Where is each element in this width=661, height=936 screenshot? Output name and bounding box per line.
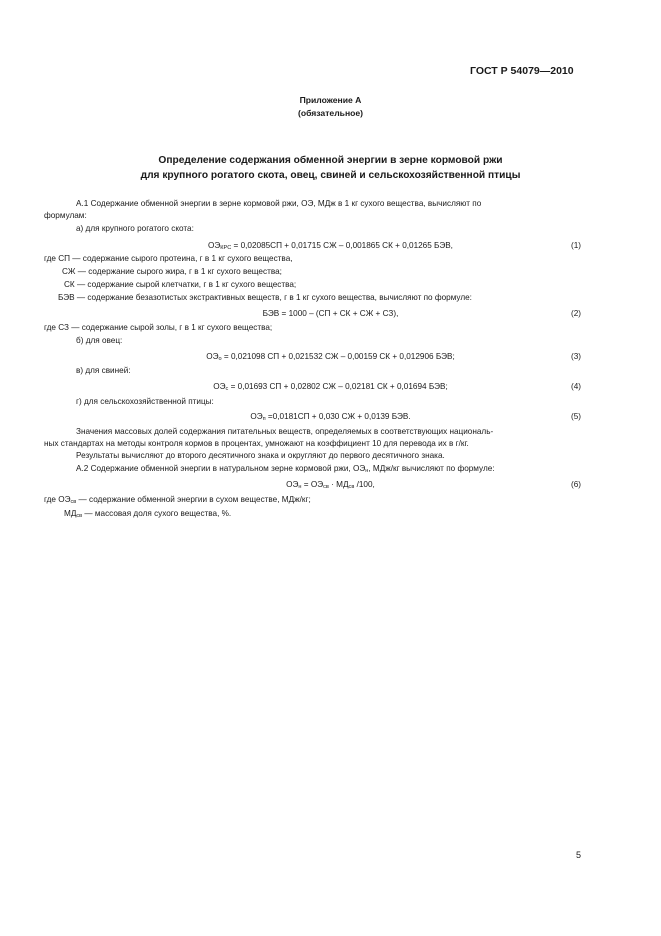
a1-intro-line1: А.1 Содержание обменной энергии в зерне кормовой ржи, ОЭ, МДж в 1 кг сухого вещества, вычисляют по — [76, 199, 482, 208]
a2-intro: А.2 Содержание обменной энергии в натуральном зерне кормовой ржи, $ОЭ_н$, МДж/кг вычисляют по формуле: — [76, 464, 495, 474]
formula-4-number: (4) — [570, 382, 581, 391]
note-mass-fractions-line1: Значения массовых долей содержания питательных веществ, определяемых в соответствующих националь- — [76, 427, 494, 436]
standard-number: ГОСТ Р 54079—2010 — [470, 65, 574, 77]
formula-5: $ОЭ_п =0,0181СП + 0,030$ СЖ + 0,0139 БЭВ. — [250, 412, 411, 422]
def-ash: где СЗ — содержание сырой золы, г в 1 кг сухого вещества; — [44, 323, 273, 332]
formula-6: $ОЭ_н = ОЭ_{св} \cdot МД_{св}$ /100, — [286, 480, 375, 490]
formula-6-number: (6) — [570, 480, 581, 489]
item-cattle: а) для крупного рогатого скота: — [76, 224, 194, 233]
a1-intro-line2: формулам: — [44, 211, 87, 220]
def-energy-dry-matter: где $ОЭ_{св}$ — содержание обменной энергии в сухом веществе, МДж/кг; — [44, 495, 311, 505]
item-sheep: б) для овец: — [76, 336, 123, 345]
page-number: 5 — [576, 850, 582, 860]
formula-5-number: (5) — [570, 412, 581, 421]
item-pigs: в) для свиней: — [76, 366, 131, 375]
formula-1-number: (1) — [570, 241, 581, 250]
formula-3-number: (3) — [570, 352, 581, 361]
def-nitrogen-free-extract: БЭВ — содержание безазотистых экстрактивных веществ, г в 1 кг сухого вещества, вычисляют по формуле: — [58, 293, 472, 302]
section-title-line2: для крупного рогатого скота, овец, свиней и сельскохозяйственной птицы — [140, 170, 521, 181]
note-rounding: Результаты вычисляют до второго десятичного знака и округляют до первого десятичного знака. — [76, 451, 445, 460]
def-fiber: СК — содержание сырой клетчатки, г в 1 кг сухого вещества; — [64, 280, 297, 289]
def-dry-matter-fraction: $МД_{св}$ — массовая доля сухого вещества, %. — [64, 509, 232, 519]
item-poultry: г) для сельскохозяйственной птицы: — [76, 397, 214, 406]
formula-2: БЭВ = 1000 – (СП + СК + СЖ + СЗ), — [262, 309, 399, 318]
appendix-title: Приложение А — [299, 95, 362, 105]
formula-3: $ОЭ_о = 0,021098$ СП + 0,021532 СЖ – 0,00159 СК + 0,012906 БЭВ; — [206, 352, 455, 362]
note-mass-fractions-line2: ных стандартах на методы контроля кормов в процентах, умножают на коэффициент 10 для перевода их в г/кг. — [44, 439, 469, 448]
def-fat: СЖ — содержание сырого жира, г в 1 кг сухого вещества; — [62, 267, 282, 276]
formula-4: $ОЭ_с = 0,01693$ СП + 0,02802 СЖ – 0,02181 СК + 0,01694 БЭВ; — [213, 382, 448, 392]
appendix-subtitle: (обязательное) — [297, 108, 364, 118]
section-title-line1: Определение содержания обменной энергии в зерне кормовой ржи — [158, 155, 503, 166]
def-protein: где СП — содержание сырого протеина, г в 1 кг сухого вещества, — [44, 254, 293, 263]
formula-1: $ОЭ_{КРС} = 0,02085СП + 0,01715$ СЖ – 0,001865 СК + 0,01265 БЭВ, — [208, 241, 453, 251]
formula-2-number: (2) — [570, 309, 581, 318]
